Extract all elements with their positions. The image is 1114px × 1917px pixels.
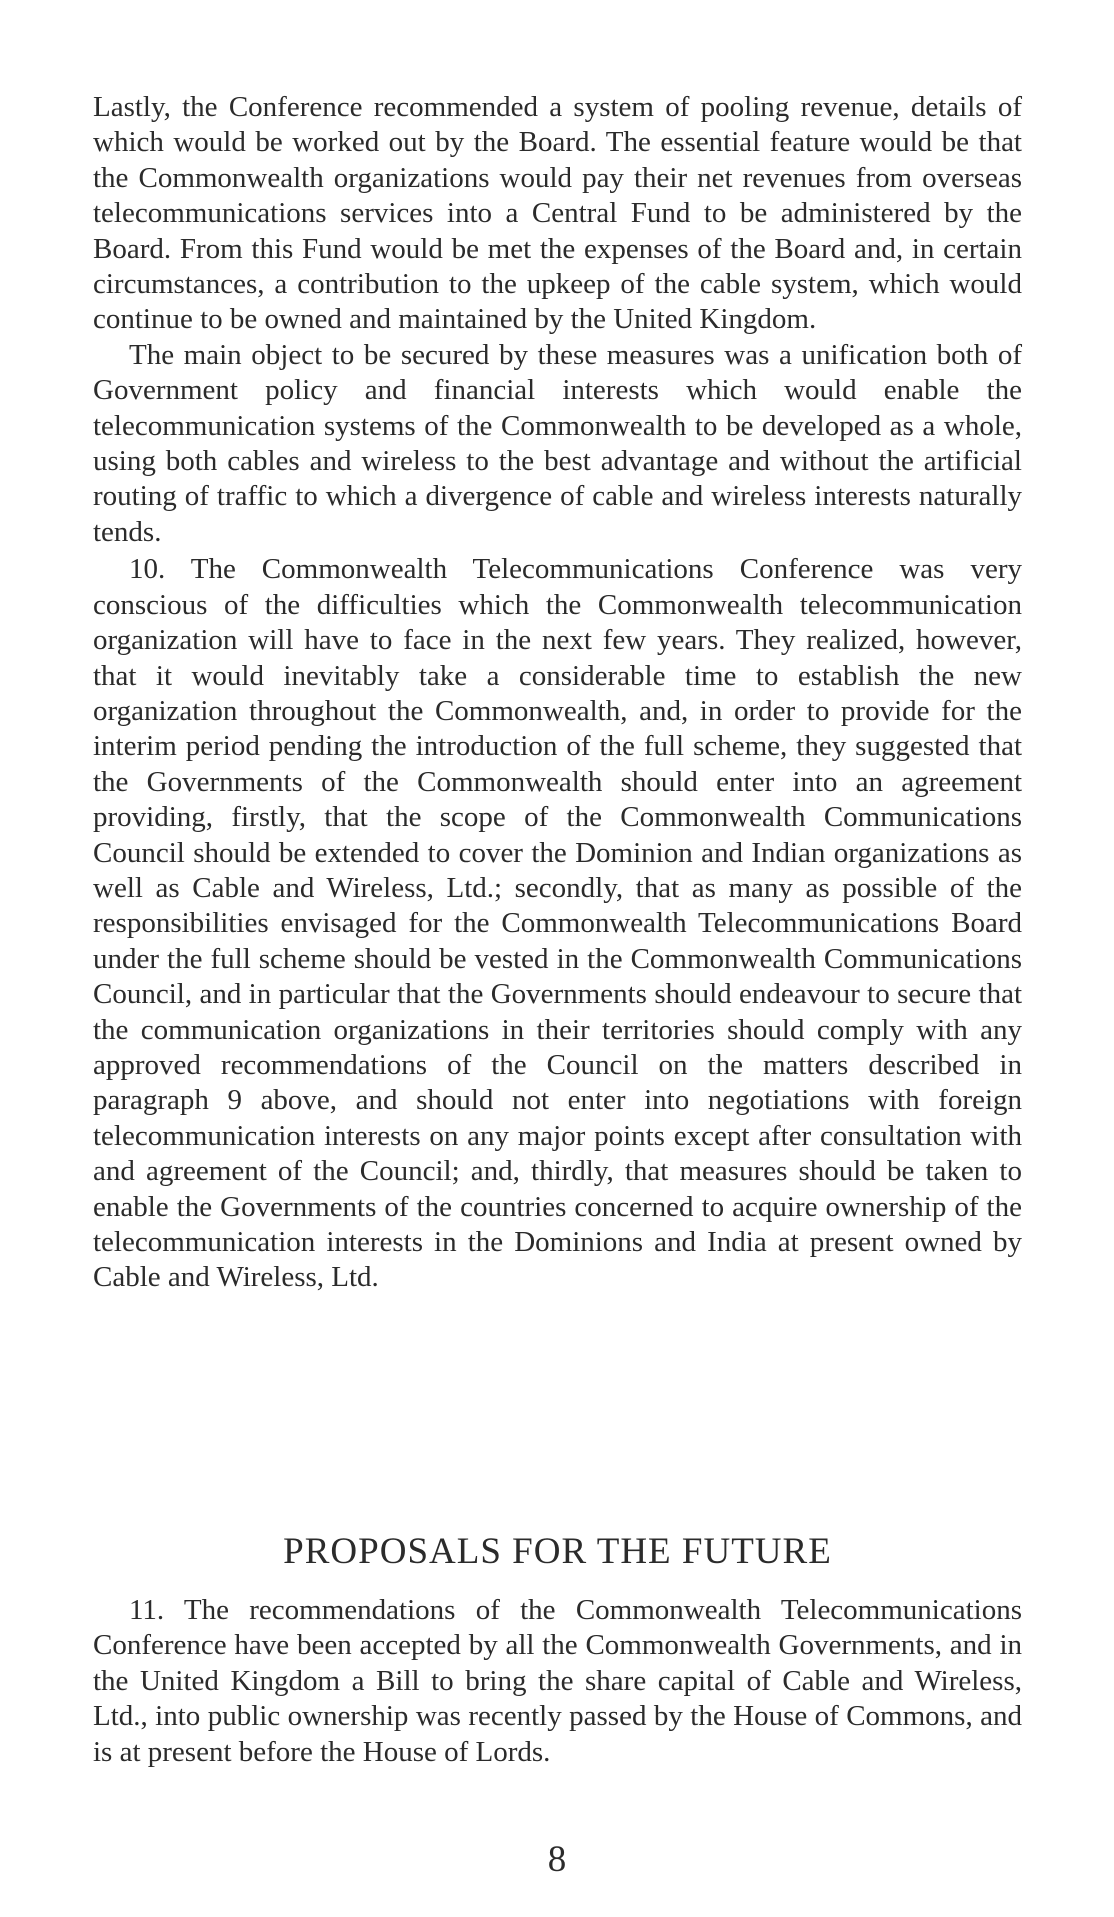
- page-number: 8: [547, 1839, 567, 1880]
- final-text: [93, 1593, 1022, 1770]
- paragraph-11: 11. The recommendations of the Commonwealth Telecommunications Conference have been accepted by all the Commonwealth Governments, and in the United Kingdom a Bill to bring the share capital of Cable and Wireless, Ltd., into public ownership was recently passed by the House of Commons, and is at present before the House of Lords.: [93, 1594, 1022, 1768]
- paragraph-10: 10. The Commonwealth Telecommunications Conference was very conscious of the difficulties which the Commonwealth telecommunication organization will have to face in the next few years. They realized, however, that it would inevitably take a considerable time to establish the new organization throughout the Commonwealth, and, in order to provide for the interim period pending the introduction of the full scheme, they suggested that the Governments of the Commonwealth should enter into an agreement providing, firstly, that the scope of the Commonwealth Communications Council should be extended to cover the Dominion and Indian organizations as well as Cable and Wireless, Ltd.; secondly, that as many as possible of the responsibilities envisaged for the Commonwealth Telecommunications Board under the full scheme should be vested in the Commonwealth Communications Council, and in particular that the Governments should endeavour to secure that the communication organizations in their territories should comply with any approved recommendations of the Council on the matters described in paragraph 9 above, and should not enter into negotiations with foreign telecommunication interests on any major points except after consultation with and agreement of the Council; and, thirdly, that measures should be taken to enable the Governments of the countries concerned to acquire ownership of the telecommunication interests in the Dominions and India at present owned by Cable and Wireless, Ltd.: [93, 553, 1022, 1294]
- paragraph-main-object: The main object to be secured by these measures was a unification both of Government policy and financial interests which would enable the telecommunication systems of the Commonwealth to be developed as a whole, using both cables and wireless to the best advantage and without the artificial routing of traffic to which a divergence of cable and wireless interests naturally tends.: [93, 338, 1022, 548]
- paragraph-pooling-revenue: Lastly, the Conference recommended a system of pooling revenue, details of which would be worked out by the Board. The essential feature would be that the Commonwealth organizations would pay their net revenues from overseas telecommunications services into a Central Fund to be administered by the Board. From this Fund would be met the expenses of the Board and, in certain circumstances, a contribution to the upkeep of the cable system, which would continue to be owned and maintained by the United Kingdom.: [93, 91, 1022, 336]
- body-text: [93, 90, 1022, 1296]
- section-heading: PROPOSALS FOR THE FUTURE: [283, 1531, 832, 1572]
